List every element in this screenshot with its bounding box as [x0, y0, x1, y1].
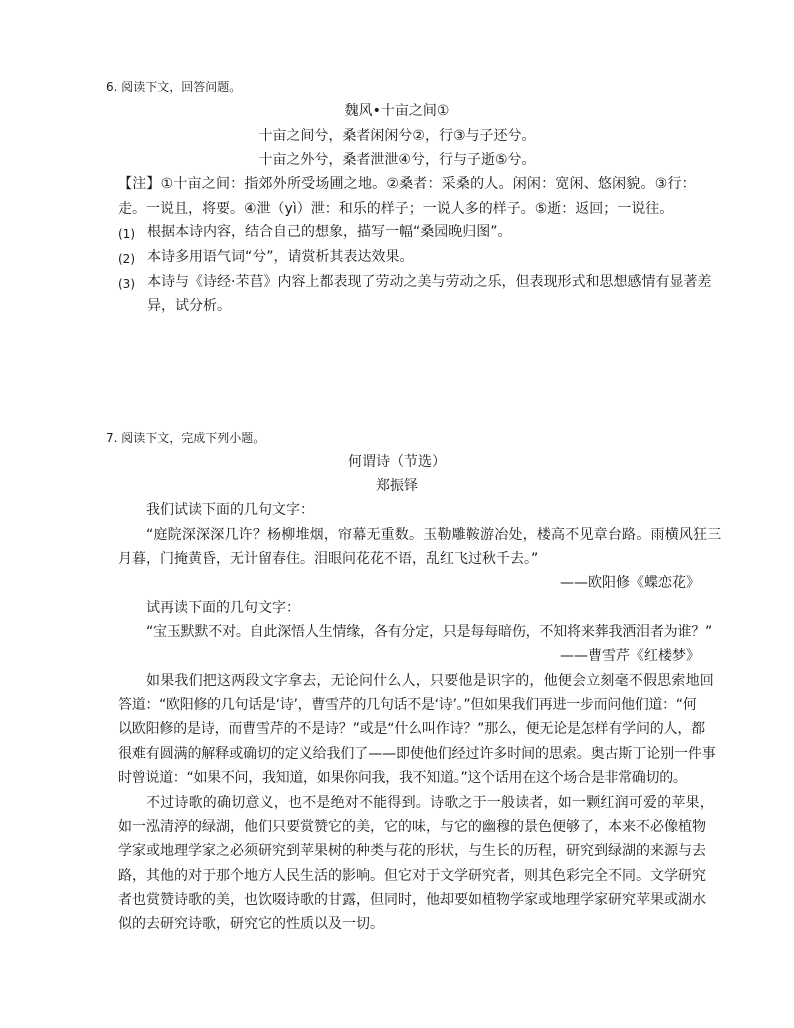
q6-sub3-text: 本诗与《诗经·芣苢》内容上都表现了劳动之美与劳动之乐，但表现形式和思想感情有显著差: [147, 274, 712, 290]
article-author: 郑振铎: [376, 478, 418, 494]
q6-sub3-number: (3): [118, 277, 135, 291]
para-2-line-2: 如一泓清渟的绿湖，他们只要赏赞它的美，它的味，与它的幽穆的景色便够了，本来不必像植物: [118, 819, 706, 835]
q6-sub1-text: 根据本诗内容，结合自己的想象，描写一幅“桑园晚归图”。: [147, 224, 512, 240]
para-2-line-1: 不过诗歌的确切意义，也不是绝对不能得到。诗歌之于一般读者，如一颗红润可爱的苹果，: [146, 795, 714, 811]
para-1-line-1: 如果我们把这两段文字拿去，无论问什么人，只要他是识字的，他便会立刻毫不假思索地回: [146, 673, 714, 689]
q6-sub1-number: (1): [118, 227, 135, 241]
source-2: ——曹雪芹《红楼梦》: [560, 648, 700, 664]
poem-line-2: 十亩之外兮，桑者泄泄④兮，行与子逝⑤兮。: [258, 152, 536, 168]
article-title: 何谓诗（节选）: [348, 454, 446, 470]
para-1-line-2: 答道：“欧阳修的几句话是‘诗’，曹雪芹的几句话不是‘诗’。”但如果我们再进一步而问他们道：“何: [118, 697, 697, 713]
intro-2: 试再读下面的几句文字：: [146, 600, 300, 616]
para-2-line-4: 路，其他的对于那个地方人民生活的影响。但它对于文学研究者，则其色彩完全不同。文学研究: [118, 868, 706, 884]
para-1-line-5: 时曾说道：“如果不问，我知道，如果你问我，我不知道。”这个话用在这个场合是非常确切的。: [118, 770, 687, 786]
para-1-line-3: 以欧阳修的是诗，而曹雪芹的不是诗？”或是“什么叫作诗？”那么，便无论是怎样有学问的人，都: [118, 721, 705, 737]
intro-1: 我们试读下面的几句文字：: [146, 502, 314, 518]
poem-line-1: 十亩之间兮，桑者闲闲兮②，行③与子还兮。: [258, 128, 536, 144]
para-1-line-4: 很难有圆满的解释或确切的定义给我们了——即使他们经过许多时间的思索。奥古斯丁论别一件事: [118, 746, 716, 762]
para-2-line-5: 者也赏赞诗歌的美，也饮啜诗歌的甘露，但同时，他却要如植物学家或地理学家研究苹果或湖水: [118, 892, 706, 908]
q6-sub3-text-cont: 异，试分析。: [147, 298, 231, 314]
source-1: ——欧阳修《蝶恋花》: [560, 575, 700, 591]
q7-header: 7. 阅读下文，完成下列小题。: [106, 431, 266, 445]
quote-1-line-2: 月暮，门掩黄昏，无计留春住。泪眼问花花不语，乱红飞过秋千去。”: [118, 551, 539, 567]
note-line-1: 【注】①十亩之间：指郊外所受场圃之地。②桑者：采桑的人。闲闲：宽闲、悠闲貌。③行：: [118, 176, 696, 192]
quote-2: “宝玉默默不对。自此深悟人生情缘，各有分定，只是每每暗伤，不知将来葬我洒泪者为谁？”: [146, 624, 713, 640]
note-line-2: 走。一说且，将要。④泄（yì）泄：和乐的样子；一说人多的样子。⑤逝：返回；一说往。: [118, 201, 674, 217]
q6-header: 6. 阅读下文，回答问题。: [106, 80, 242, 94]
para-2-line-6: 似的去研究诗歌，研究它的性质以及一切。: [118, 916, 384, 932]
quote-1-line-1: “庭院深深深几许？杨柳堆烟，帘幕无重数。玉勒雕鞍游冶处，楼高不见章台路。雨横风狂三: [146, 527, 722, 543]
q6-sub2-number: (2): [118, 252, 135, 266]
q6-sub2-text: 本诗多用语气词“兮”，请赏析其表达效果。: [147, 249, 414, 265]
poem-title: 魏风•十亩之间①: [344, 103, 450, 119]
para-2-line-3: 学家或地理学家之必须研究到苹果树的种类与花的形状，与生长的历程，研究到绿湖的来源与去: [118, 843, 706, 859]
